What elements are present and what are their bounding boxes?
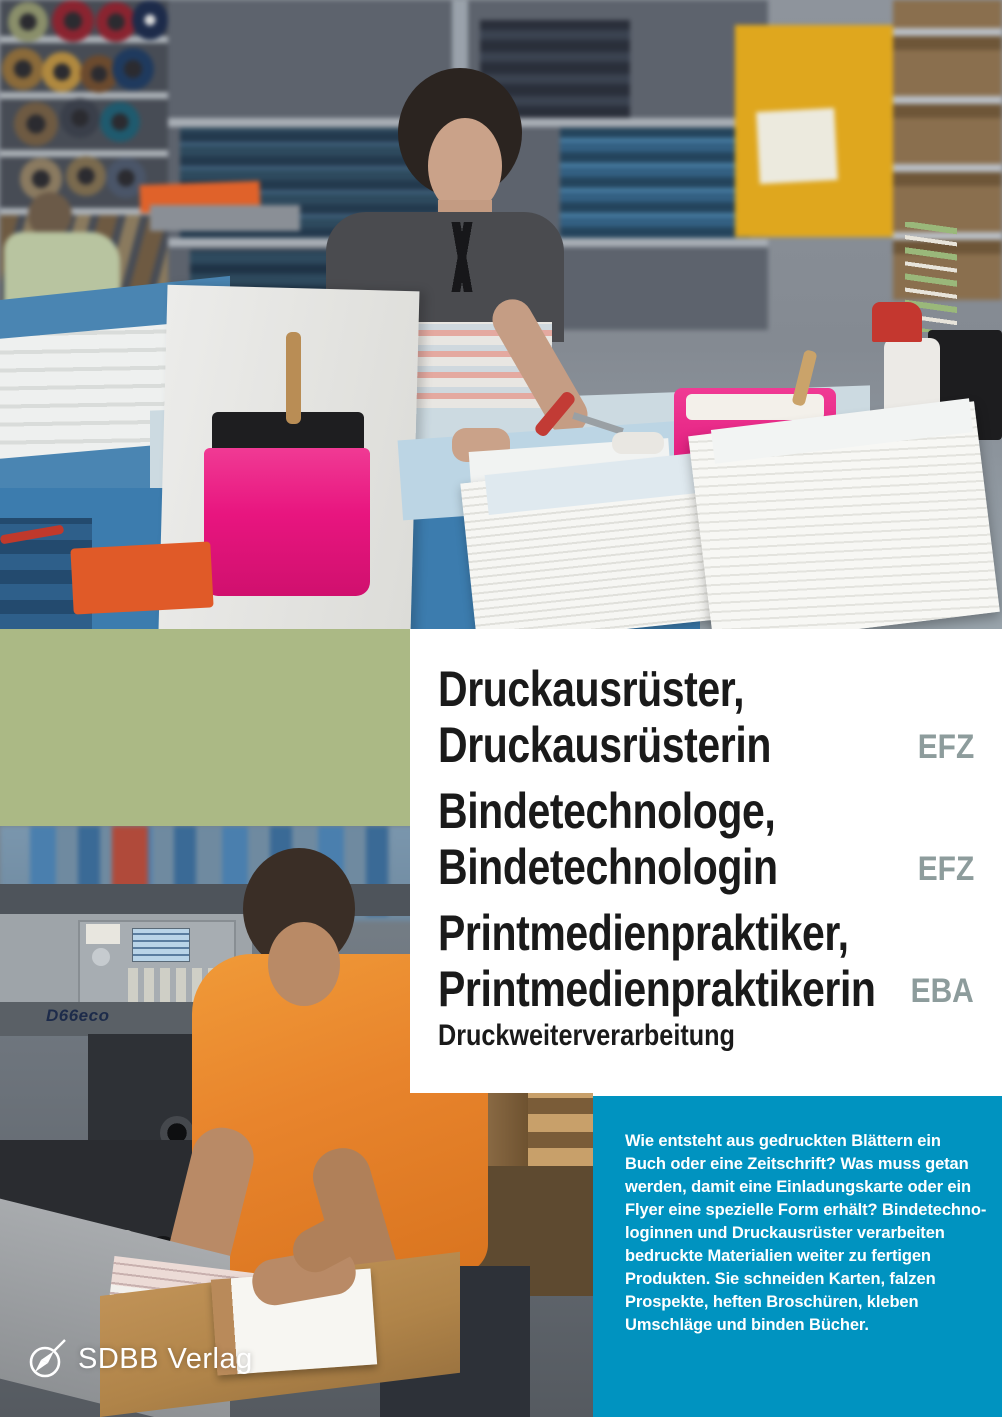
title-box [410,629,1002,1093]
fabric-roll [100,102,140,142]
fabric-roll [66,156,106,196]
fabric-roll [96,2,136,42]
description-text [625,1130,987,1337]
text-line: loginnen und Druckausrüster verarbeiten [625,1224,945,1242]
orange-book [70,541,213,614]
specialization-subtitle: Druckweiterverarbeitung [438,1019,735,1052]
profession-name-female: Bindetechnologin [438,839,778,895]
profession-name-female: Printmedienpraktikerin [438,961,876,1017]
worker-lanyard [432,222,492,292]
certificate-label-eba: EBA [910,972,974,1010]
profession-title-druckausruester [438,661,974,773]
panel-round-button [92,948,110,966]
profession-title-bindetechnologe [438,783,974,895]
photo-top-bindery [0,0,1002,629]
text-line: werden, damit eine Einladungskarte oder ein [625,1178,971,1196]
publisher-logo [26,1338,253,1380]
compass-icon [26,1338,68,1380]
fabric-roll [112,48,154,90]
machine-top-bar [0,884,420,916]
wooden-handle [286,332,301,424]
fabric-roll [60,98,100,138]
certificate-label-efz: EFZ [917,728,974,766]
back-table-books [150,205,300,231]
stacked-books [560,128,750,238]
fabric-roll [42,52,82,92]
profession-name-male: Printmedienpraktiker, [438,905,849,961]
profession-name-female: Druckausrüsterin [438,717,771,773]
spray-bottle-trigger [872,302,922,342]
fabric-roll [52,0,94,42]
locker-paper [756,108,838,184]
publisher-name: SDBB Verlag [78,1343,253,1375]
text-line: bedruckte Materialien weiter zu fertigen [625,1247,931,1265]
text-line: Wie entsteht aus gedruckten Blättern ein [625,1132,941,1150]
description-box [593,1096,1002,1417]
fabric-roll [8,2,48,42]
text-line: Prospekte, heften Broschüren, kleben [625,1293,919,1311]
profession-name-male: Druckausrüster, [438,661,745,717]
text-line: Buch oder eine Zeitschrift? Was muss getan [625,1155,969,1173]
pink-glue-tub-left [204,448,370,596]
text-line: Flyer eine spezielle Form erhält? Bindetechno- [625,1201,987,1219]
machine-model-label: D66eco [46,1006,110,1025]
panel-note [86,924,120,944]
fabric-roll [132,0,168,40]
text-line: Produkten. Sie schneiden Karten, falzen [625,1270,936,1288]
panel-display [132,928,190,962]
green-color-block [0,629,410,826]
certificate-label-efz: EFZ [917,850,974,888]
glue-roller [612,432,664,454]
worker2-face [268,922,340,1006]
fabric-roll [14,102,58,146]
profession-name-male: Bindetechnologe, [438,783,776,839]
text-line: Umschläge und binden Bücher. [625,1316,869,1334]
fabric-roll [2,48,44,90]
profession-title-printmedienpraktiker [438,905,974,1017]
